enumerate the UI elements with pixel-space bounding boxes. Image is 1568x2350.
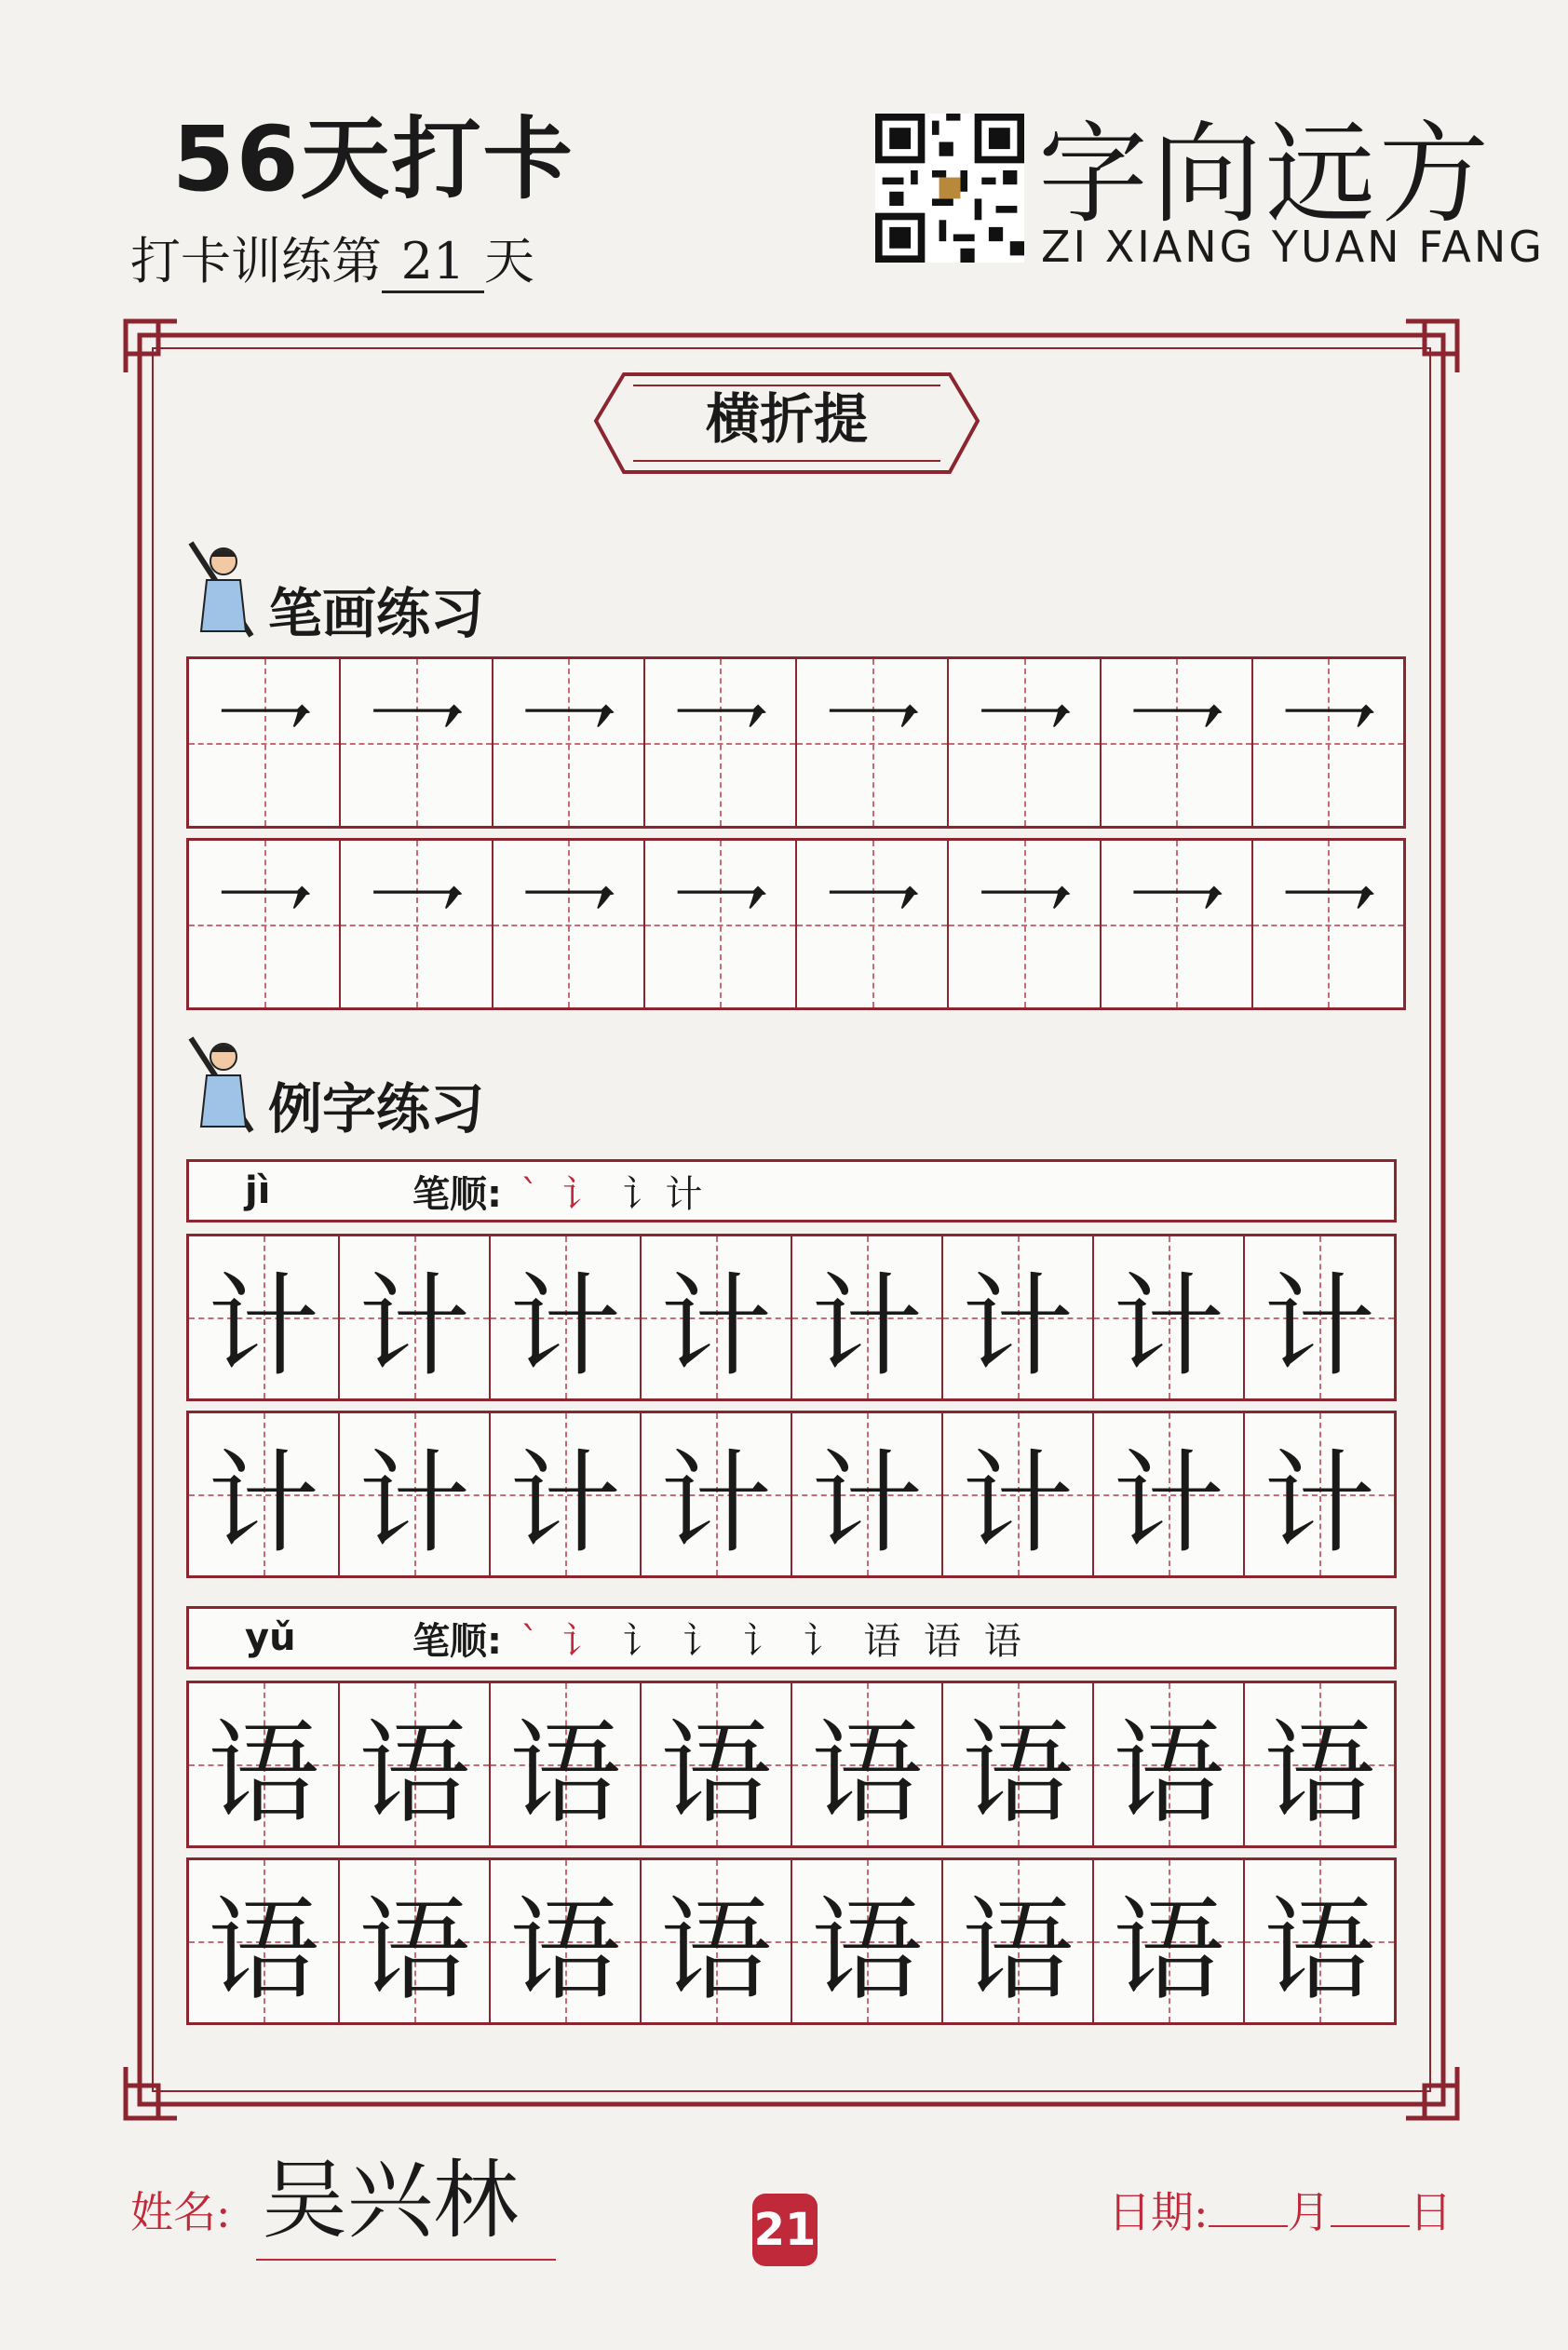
stroke-glyph: 乛 [517, 872, 620, 993]
practice-char: 计 [208, 1439, 319, 1569]
stroke-glyph: 乛 [1125, 872, 1228, 993]
grid-cell [1245, 1413, 1394, 1575]
grid-cell [341, 841, 493, 1007]
stroke-order-first: ˋ 讠 [520, 1619, 605, 1663]
practice-char: 语 [1113, 1886, 1224, 2016]
grid-cell [189, 1413, 340, 1575]
practice-char: 计 [1264, 1439, 1375, 1569]
grid-cell [341, 659, 493, 826]
practice-char: 语 [811, 1886, 923, 2016]
section-title-example: 例字练习 [268, 1077, 485, 1141]
stroke-order-sequence [520, 1612, 1027, 1665]
pinyin: jì [245, 1169, 271, 1212]
practice-char: 计 [208, 1263, 319, 1392]
practice-char: 语 [1113, 1709, 1224, 1839]
practice-char: 计 [660, 1263, 772, 1392]
stroke-glyph: 乛 [820, 691, 924, 811]
practice-char: 计 [509, 1263, 621, 1392]
day-counter [130, 222, 534, 293]
stroke-glyph: 乛 [820, 872, 924, 993]
stroke-order-label: 笔顺: [412, 1619, 502, 1663]
grid-cell [642, 1236, 792, 1398]
practice-char: 计 [962, 1263, 1074, 1392]
grid-cell [792, 1860, 943, 2022]
practice-char: 语 [509, 1709, 621, 1839]
grid-cell [340, 1236, 491, 1398]
practice-char: 计 [1113, 1263, 1224, 1392]
grid-cell [189, 841, 341, 1007]
stroke-practice-row [186, 838, 1406, 1010]
stroke-order-sequence [520, 1165, 708, 1218]
stroke-glyph: 乛 [972, 872, 1075, 993]
stroke-order-bar [186, 1159, 1397, 1222]
stroke-practice-row [186, 656, 1406, 829]
grid-cell [1102, 841, 1253, 1007]
practice-char: 语 [509, 1886, 621, 2016]
grid-cell [943, 1860, 1094, 2022]
pinyin: yǔ [245, 1616, 296, 1659]
qr-code-icon [875, 114, 1024, 263]
scholar-icon [186, 538, 259, 641]
practice-char: 语 [962, 1886, 1074, 2016]
grid-cell [189, 659, 341, 826]
grid-cell [189, 1860, 340, 2022]
practice-char: 计 [1264, 1263, 1375, 1392]
practice-char: 计 [358, 1263, 470, 1392]
grid-cell [491, 1683, 642, 1845]
day-blank[interactable] [1331, 2225, 1410, 2227]
char-practice-row [186, 1681, 1397, 1848]
grid-cell [1253, 659, 1403, 826]
char-practice-row [186, 1857, 1397, 2025]
month-label: 月 [1287, 2187, 1331, 2237]
stroke-glyph: 乛 [212, 691, 316, 811]
stroke-order-bar [186, 1606, 1397, 1669]
char-practice-row [186, 1411, 1397, 1578]
grid-cell [1245, 1683, 1394, 1845]
grid-cell [792, 1683, 943, 1845]
stroke-glyph: 乛 [1277, 691, 1380, 811]
grid-cell [943, 1683, 1094, 1845]
practice-char: 语 [962, 1709, 1074, 1839]
grid-cell [943, 1413, 1094, 1575]
stroke-glyph: 乛 [972, 691, 1075, 811]
lesson-title: 横折提 [705, 387, 868, 451]
grid-cell [1253, 841, 1403, 1007]
grid-cell [491, 1236, 642, 1398]
day-label: 日 [1409, 2187, 1453, 2237]
grid-cell [797, 841, 949, 1007]
date-label: 日期: [1108, 2187, 1209, 2237]
grid-cell [943, 1236, 1094, 1398]
grid-cell [340, 1413, 491, 1575]
brand-name: 字向远方 [1038, 110, 1494, 238]
practice-char: 计 [811, 1263, 923, 1392]
brand-pinyin: ZI XIANG YUAN FANG [1041, 222, 1545, 272]
practice-char: 计 [811, 1439, 923, 1569]
grid-cell [645, 659, 797, 826]
stroke-order-label: 笔顺: [412, 1172, 502, 1216]
grid-cell [1245, 1860, 1394, 2022]
stroke-glyph: 乛 [364, 872, 467, 993]
grid-cell [491, 1860, 642, 2022]
grid-cell [1102, 659, 1253, 826]
name-label: 姓名: [130, 2187, 231, 2237]
practice-char: 语 [660, 1886, 772, 2016]
practice-char: 语 [208, 1886, 319, 2016]
stroke-glyph: 乛 [212, 872, 316, 993]
grid-cell [642, 1683, 792, 1845]
practice-char: 语 [358, 1709, 470, 1839]
grid-cell [1094, 1860, 1245, 2022]
grid-cell [642, 1860, 792, 2022]
grid-cell [642, 1413, 792, 1575]
stroke-glyph: 乛 [517, 691, 620, 811]
day-number: 21 [382, 232, 484, 293]
page-number: 21 [752, 2194, 818, 2266]
grid-cell [493, 659, 645, 826]
grid-cell [797, 659, 949, 826]
practice-char: 语 [660, 1709, 772, 1839]
grid-cell [1094, 1413, 1245, 1575]
practice-char: 语 [358, 1886, 470, 2016]
stroke-glyph: 乛 [669, 691, 772, 811]
grid-cell [1094, 1683, 1245, 1845]
grid-cell [340, 1683, 491, 1845]
section-title-stroke: 笔画练习 [268, 582, 485, 645]
grid-cell [949, 659, 1101, 826]
grid-cell [949, 841, 1101, 1007]
grid-cell [491, 1413, 642, 1575]
stroke-glyph: 乛 [1125, 691, 1228, 811]
practice-char: 计 [358, 1439, 470, 1569]
practice-char: 语 [1264, 1886, 1375, 2016]
scholar-icon [186, 1033, 259, 1136]
stroke-glyph: 乛 [364, 691, 467, 811]
grid-cell [645, 841, 797, 1007]
practice-char: 计 [509, 1439, 621, 1569]
stroke-glyph: 乛 [1277, 872, 1380, 993]
grid-cell [1245, 1236, 1394, 1398]
grid-cell [792, 1236, 943, 1398]
name-field[interactable]: 吴兴林 [256, 2132, 556, 2261]
stroke-order-rest: 讠计 [622, 1172, 709, 1216]
stroke-glyph: 乛 [669, 872, 772, 993]
practice-char: 语 [811, 1709, 923, 1839]
day-prefix: 打卡训练第 [130, 232, 382, 290]
grid-cell [189, 1683, 340, 1845]
month-blank[interactable] [1209, 2225, 1288, 2227]
stroke-order-first: ˋ 讠 [520, 1172, 605, 1216]
stroke-order-rest: 讠 讠 讠 讠 语 语 语 [622, 1619, 1027, 1663]
practice-char: 计 [660, 1439, 772, 1569]
date-field[interactable] [1108, 2179, 1453, 2240]
grid-cell [189, 1236, 340, 1398]
practice-char: 语 [208, 1709, 319, 1839]
page-title: 56天打卡 [172, 107, 574, 211]
practice-char: 计 [1113, 1439, 1224, 1569]
grid-cell [493, 841, 645, 1007]
grid-cell [792, 1413, 943, 1575]
day-suffix: 天 [484, 232, 534, 290]
practice-char: 语 [1264, 1709, 1375, 1839]
grid-cell [340, 1860, 491, 2022]
grid-cell [1094, 1236, 1245, 1398]
practice-char: 计 [962, 1439, 1074, 1569]
char-practice-row [186, 1234, 1397, 1401]
